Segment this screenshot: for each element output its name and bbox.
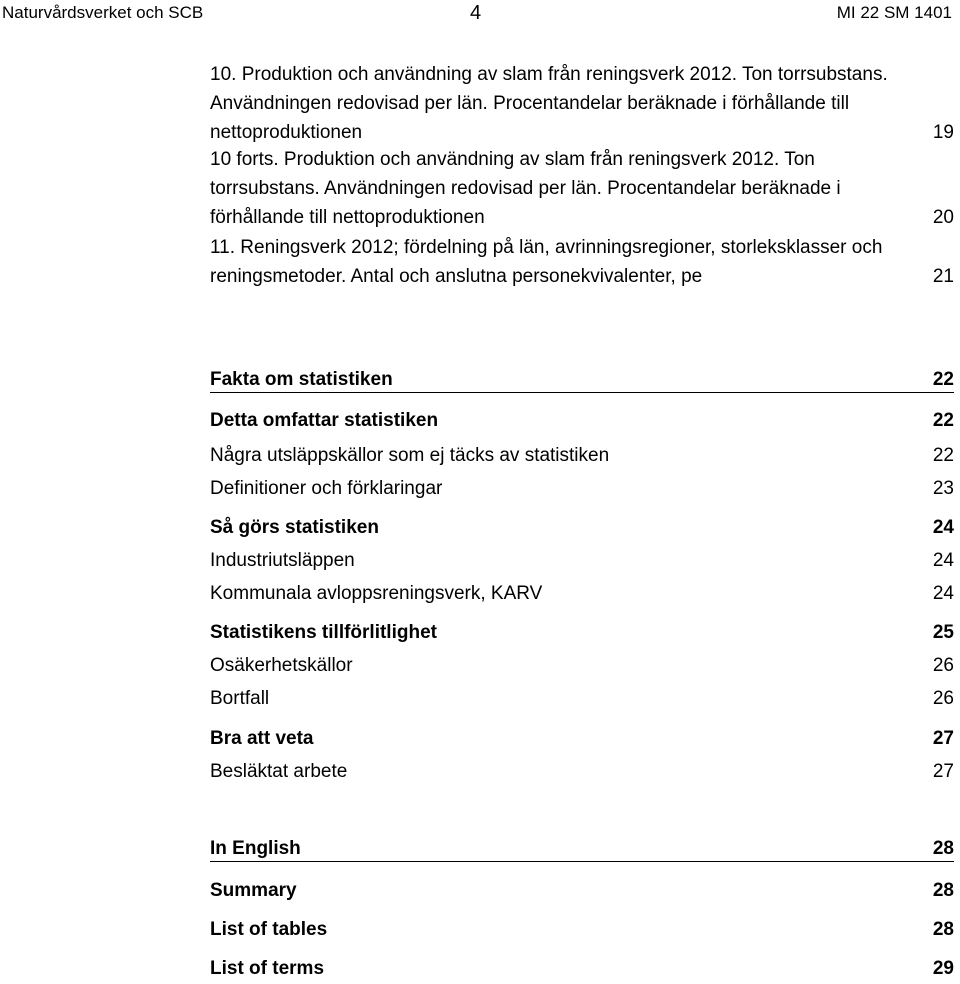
toc-section-fakta[interactable] <box>210 365 954 395</box>
toc-item-sa-gors[interactable] <box>210 513 954 543</box>
toc-item-page: 29 <box>932 958 954 979</box>
toc-item-detta-omfattar[interactable] <box>210 406 954 436</box>
toc-item-page: 28 <box>932 919 954 940</box>
toc-item-page: 24 <box>932 517 954 538</box>
toc-entry-text: 11. Reningsverk 2012; fördelning på län, avrinningsregioner, storleksklasser och reningsmetoder. Antal och anslutna personekvivalenter, pe <box>210 237 883 287</box>
toc-entry-table-10[interactable] <box>210 60 954 147</box>
toc-item-utslappskallor[interactable] <box>210 441 954 471</box>
toc-entry-table-10-cont[interactable] <box>210 145 954 232</box>
toc-entry-text: 10 forts. Produktion och användning av slam från reningsverk 2012. Ton torrsubstans. Användningen redovisad per län. Procentandelar beräknade i förhållande till nettoproduktionen <box>210 149 841 228</box>
toc-item-bortfall[interactable] <box>210 684 954 714</box>
toc-item-beslaktat-arbete[interactable] <box>210 757 954 787</box>
toc-item-page: 27 <box>932 761 954 782</box>
toc-item-text: Några utsläppskällor som ej täcks av statistiken <box>210 445 610 466</box>
running-header-right: MI 22 SM 1401 <box>836 3 952 22</box>
toc-item-text: Industriutsläppen <box>210 550 355 571</box>
toc-item-text: Osäkerhetskällor <box>210 655 353 676</box>
toc-entry-page: 20 <box>932 207 954 228</box>
toc-item-text: Detta omfattar statistiken <box>210 410 439 431</box>
toc-item-page: 25 <box>932 622 954 643</box>
toc-item-text: Summary <box>210 880 297 901</box>
toc-item-text: Bra att veta <box>210 728 314 749</box>
toc-item-tillforlitlighet[interactable] <box>210 618 954 648</box>
toc-item-text: Besläktat arbete <box>210 761 348 782</box>
toc-section-page: 22 <box>932 369 954 390</box>
toc-item-page: 22 <box>932 410 954 431</box>
toc-item-text: List of terms <box>210 958 325 979</box>
toc-item-text: List of tables <box>210 919 328 940</box>
toc-item-osakerhetskallor[interactable] <box>210 651 954 681</box>
toc-item-page: 26 <box>932 655 954 676</box>
toc-item-karv[interactable] <box>210 579 954 609</box>
toc-entry-table-11[interactable] <box>210 233 954 291</box>
toc-item-page: 24 <box>932 583 954 604</box>
toc-item-text: Statistikens tillförlitlighet <box>210 622 437 643</box>
toc-item-definitioner[interactable] <box>210 474 954 504</box>
toc-section-in-english[interactable] <box>210 834 954 864</box>
toc-entry-page: 21 <box>932 266 954 287</box>
toc-item-list-of-tables[interactable] <box>210 915 954 945</box>
toc-entry-text: 10. Produktion och användning av slam från reningsverk 2012. Ton torrsubstans. Användningen redovisad per län. Procentandelar beräknade i förhållande till nettoproduktionen <box>210 64 888 143</box>
toc-item-page: 23 <box>932 478 954 499</box>
page-number: 4 <box>470 2 482 24</box>
toc-item-page: 22 <box>932 445 954 466</box>
toc-item-text: Så görs statistiken <box>210 517 379 538</box>
toc-item-page: 24 <box>932 550 954 571</box>
toc-item-industriutslappen[interactable] <box>210 546 954 576</box>
toc-item-bra-att-veta[interactable] <box>210 724 954 754</box>
toc-item-summary[interactable] <box>210 876 954 906</box>
toc-section-page: 28 <box>932 838 954 859</box>
running-header-left: Naturvårdsverket och SCB <box>2 3 204 22</box>
toc-item-page: 27 <box>932 728 954 749</box>
toc-item-text: Definitioner och förklaringar <box>210 478 443 499</box>
toc-section-text: Fakta om statistiken <box>210 369 393 390</box>
toc-item-page: 28 <box>932 880 954 901</box>
toc-item-text: Bortfall <box>210 688 270 709</box>
toc-entry-page: 19 <box>932 122 954 143</box>
toc-item-page: 26 <box>932 688 954 709</box>
toc-section-text: In English <box>210 838 301 859</box>
toc-item-text: Kommunala avloppsreningsverk, KARV <box>210 583 543 604</box>
